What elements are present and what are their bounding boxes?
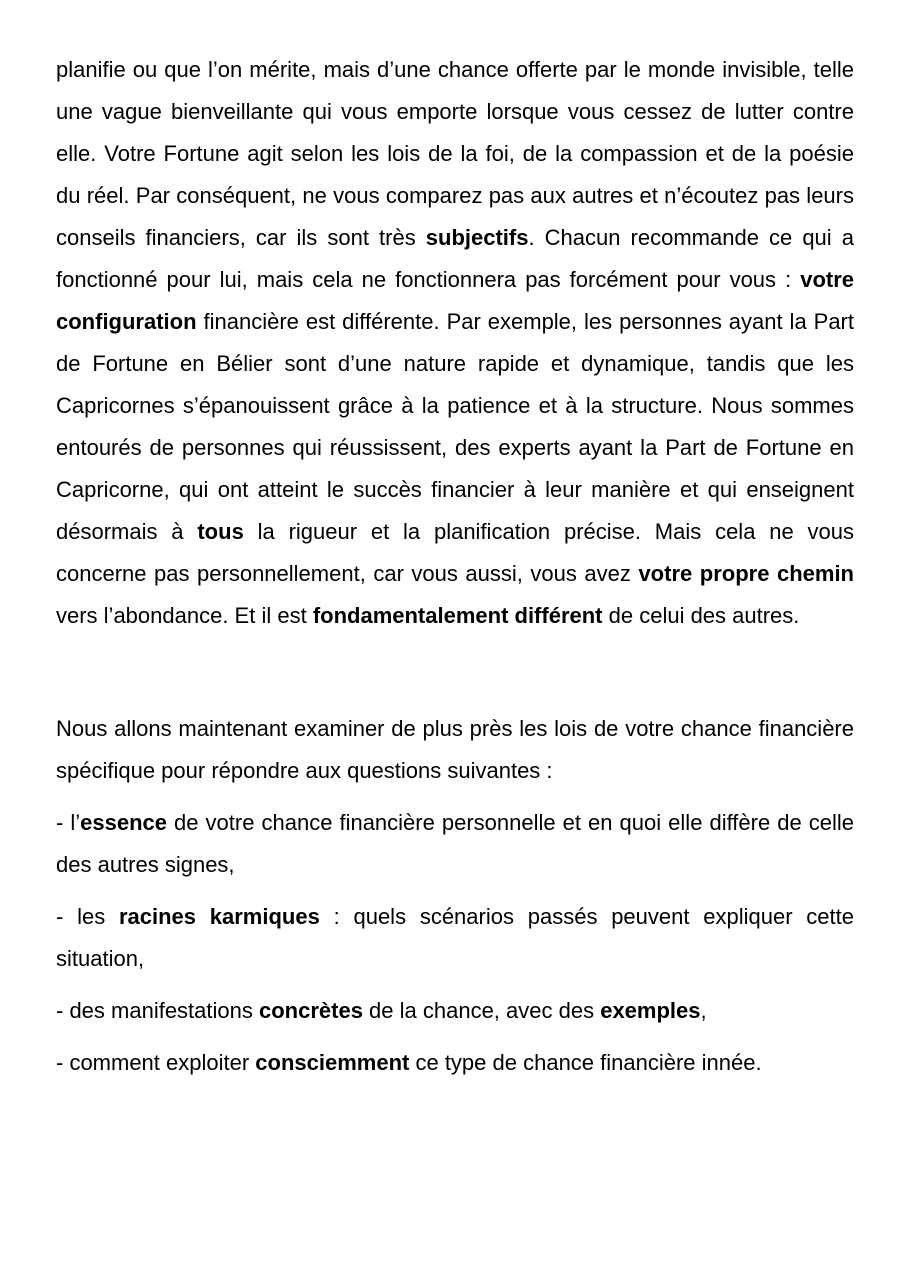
text-run: - comment exploiter	[56, 1050, 256, 1075]
bold-votre-propre-chemin: votre propre chemin	[638, 561, 854, 586]
text-run: de celui des autres.	[602, 603, 800, 628]
text-run: ,	[700, 998, 707, 1023]
text-run: ce type de chance financière innée.	[409, 1050, 762, 1075]
bold-fondamentalement-different: fondamentalement différent	[312, 603, 603, 628]
paragraph-fortune-intro	[56, 49, 854, 637]
paragraph-examination-intro	[56, 708, 854, 792]
bold-essence: essence	[80, 810, 167, 835]
bold-votre-configuration: votre configuration	[56, 267, 854, 334]
document-page	[56, 49, 854, 1084]
text-run: - l’	[56, 810, 81, 835]
list-item-racines-karmiques	[56, 896, 854, 980]
bold-concretes: concrètes	[258, 998, 363, 1023]
text-run: Nous allons maintenant examiner de plus près les lois de votre chance financière spécifique pour répondre aux questions suivantes :	[56, 716, 854, 783]
text-run: de la chance, avec des	[362, 998, 601, 1023]
list-item-exploiter	[56, 1042, 854, 1084]
text-run: vers l’abondance. Et il est	[56, 603, 313, 628]
bold-tous: tous	[197, 519, 244, 544]
bold-subjectifs: subjectifs	[425, 225, 529, 250]
text-run: - des manifestations	[56, 998, 259, 1023]
bold-consciemment: consciemment	[255, 1050, 410, 1075]
text-run: financière est différente. Par exemple, les personnes ayant la Part de Fortune en Bélier sont d’une nature rapide et dynamique, tandis que les Capricornes s’épanouissent grâce à la patience et à la structure. Nous sommes entourés de personnes qui réussissent, des experts ayant la Part de Fortune en Capricorne, qui ont atteint le succès financier à leur manière et qui enseignent désormais à	[56, 309, 854, 544]
text-run: . Chacun recommande ce qui a fonctionné pour lui, mais cela ne fonctionnera pas forcément pour vous :	[56, 225, 854, 292]
text-run: - les	[56, 904, 119, 929]
text-run: la rigueur et la planification précise. Mais cela ne vous concerne pas personnellement, car vous aussi, vous avez	[56, 519, 854, 586]
text-run: de votre chance financière personnelle et en quoi elle diffère de celle des autres signes,	[56, 810, 854, 877]
text-run: : quels scénarios passés peuvent expliquer cette situation,	[56, 904, 854, 971]
bold-exemples: exemples	[600, 998, 701, 1023]
list-item-essence	[56, 802, 854, 886]
text-run: planifie ou que l’on mérite, mais d’une chance offerte par le monde invisible, telle une vague bienveillante qui vous emporte lorsque vous cessez de lutter contre elle. Votre Fortune agit selon les lois de la foi, de la compassion et de la poésie du réel. Par conséquent, ne vous comparez pas aux autres et n’écoutez pas leurs conseils financiers, car ils sont très	[56, 57, 854, 250]
list-item-manifestations	[56, 990, 854, 1032]
bold-racines-karmiques: racines karmiques	[118, 904, 320, 929]
